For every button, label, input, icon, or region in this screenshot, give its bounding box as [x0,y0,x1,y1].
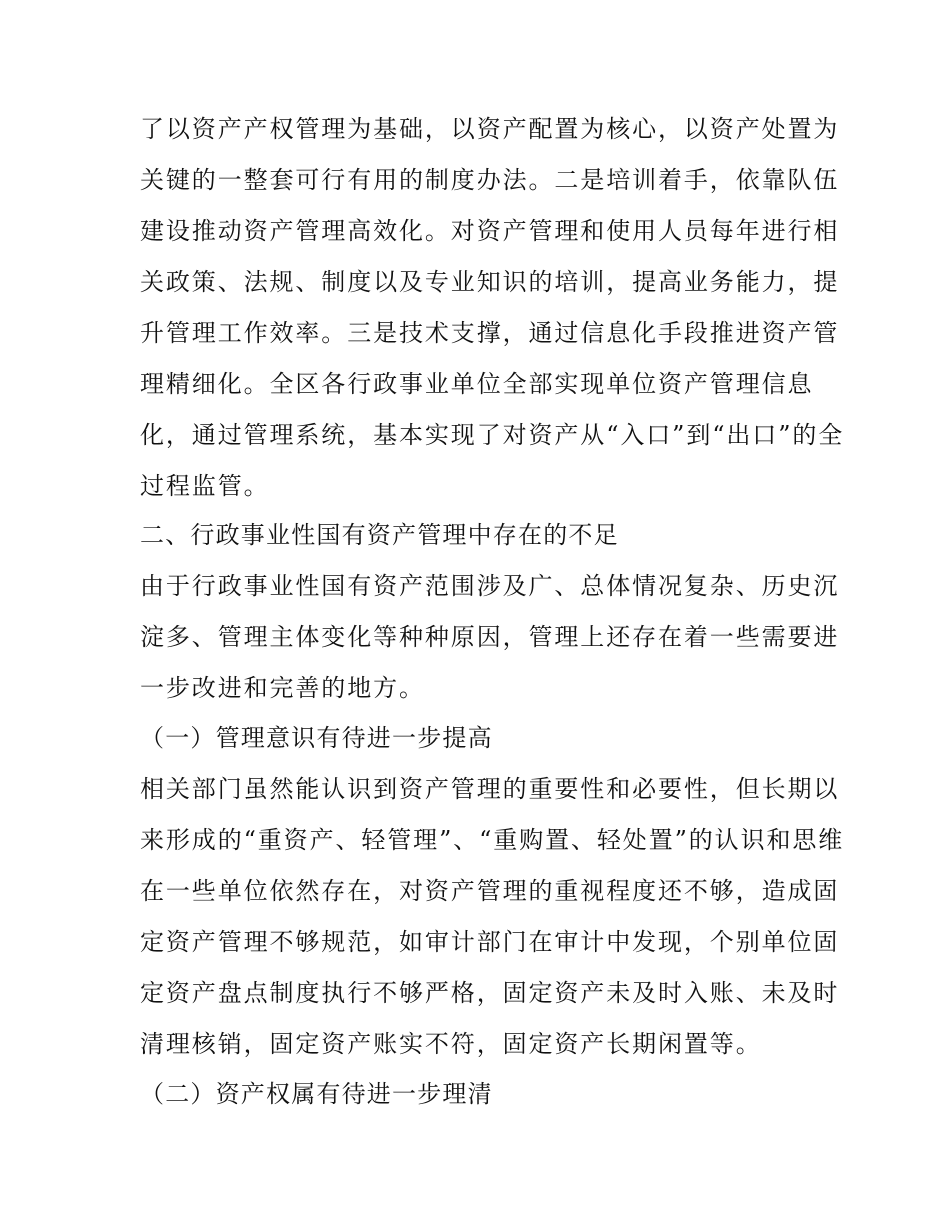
paragraph-line: 了以资产产权管理为基础，以资产配置为核心，以资产处置为 [140,115,840,143]
paragraph-line: 关键的一整套可行有用的制度办法。二是培训着手，依靠队伍 [140,166,840,194]
paragraph-line: 清理核销，固定资产账实不符，固定资产长期闲置等。 [140,1030,762,1058]
paragraph-line: 相关部门虽然能认识到资产管理的重要性和必要性，但长期以 [140,775,840,803]
paragraph-line: 理精细化。全区各行政事业单位全部实现单位资产管理信息 [140,370,814,398]
paragraph-line: 升管理工作效率。三是技术支撑，通过信息化手段推进资产管 [140,319,840,347]
paragraph-line: 化，通过管理系统，基本实现了对资产从“入口”到“出口”的全 [140,421,845,449]
paragraph-line: 定资产管理不够规范，如审计部门在审计中发现，个别单位固 [140,928,840,956]
paragraph-line: 由于行政事业性国有资产范围涉及广、总体情况复杂、历史沉 [140,572,840,600]
paragraph-line: 来形成的“重资产、轻管理”、“重购置、轻处置”的认识和思维 [140,826,845,854]
paragraph-line: 在一些单位依然存在，对资产管理的重视程度还不够，造成固 [140,877,840,905]
paragraph-line: 关政策、法规、制度以及专业知识的培训，提高业务能力，提 [140,268,840,296]
paragraph-line: 建设推动资产管理高效化。对资产管理和使用人员每年进行相 [140,217,840,245]
paragraph-line: 定资产盘点制度执行不够严格，固定资产未及时入账、未及时 [140,979,840,1007]
section-heading: 二、行政事业性国有资产管理中存在的不足 [140,521,619,549]
paragraph-line: 一步改进和完善的地方。 [140,674,425,702]
subsection-heading: （一）管理意识有待进一步提高 [140,724,493,752]
paragraph-line: 淀多、管理主体变化等种种原因，管理上还存在着一些需要进 [140,623,840,651]
subsection-heading: （二）资产权属有待进一步理清 [140,1080,493,1108]
paragraph-line: 过程监管。 [140,472,270,500]
